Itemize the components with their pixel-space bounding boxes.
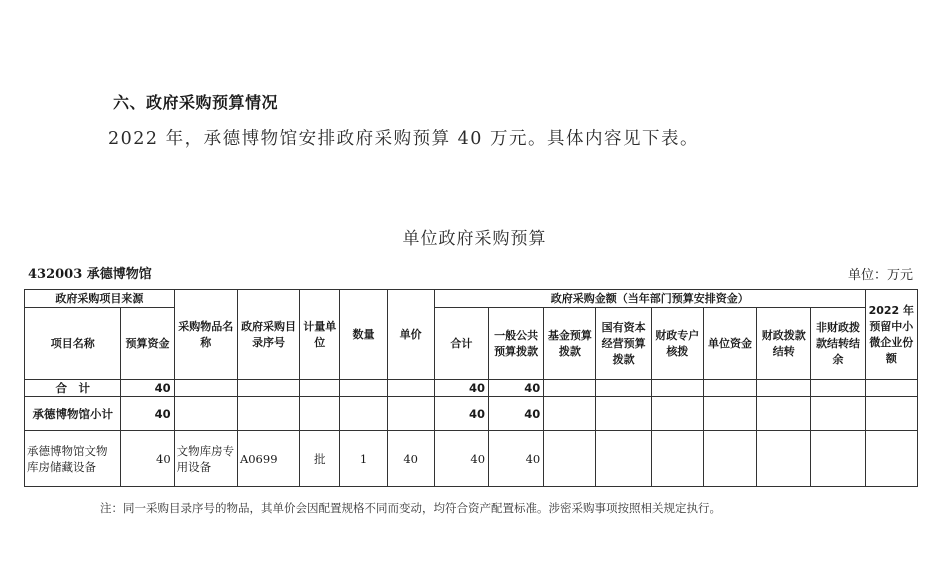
header-unit-price: 单价: [387, 290, 434, 380]
header-nonfiscal-carryover: 非财政拨款结转结余: [811, 308, 865, 380]
cell-total: 40: [434, 431, 488, 487]
cell-general-budget: 40: [489, 380, 544, 397]
cell-general-budget: 40: [489, 431, 544, 487]
cell-quantity: 1: [340, 431, 387, 487]
header-source-group: 政府采购项目来源: [25, 290, 175, 308]
section-heading: 六、政府采购预算情况: [113, 93, 279, 112]
cell-quantity: [340, 380, 387, 397]
cell-item-name: 文物库房专用设备: [174, 431, 237, 487]
cell-budget-funds: 40: [121, 397, 174, 431]
table-title: 单位政府采购预算: [402, 229, 547, 249]
cell-budget-funds: 40: [121, 431, 174, 487]
cell-item-name: [174, 397, 237, 431]
header-quantity: 数量: [340, 290, 387, 380]
header-sme-share: 2022 年预留中小微企业份额: [865, 290, 917, 380]
header-unit-funds: 单位资金: [703, 308, 756, 380]
cell-project-name: 承德博物馆文物库房储藏设备: [25, 431, 121, 487]
header-special-account: 财政专户核拨: [651, 308, 703, 380]
cell-unit-price: [387, 380, 434, 397]
cell-unit: [300, 380, 340, 397]
unit-code: 432003 承德博物馆: [28, 267, 152, 282]
table-row: [25, 431, 918, 487]
header-unit: 计量单位: [300, 290, 340, 380]
cell-item-name: [174, 380, 237, 397]
cell-catalog-no: A0699: [237, 431, 299, 487]
unit-label: 单位：万元: [847, 268, 913, 283]
cell-project-name: 合 计: [25, 380, 121, 397]
header-fund-budget: 基金预算拨款: [544, 308, 596, 380]
cell-project-name: 承德博物馆小计: [25, 397, 121, 431]
header-fiscal-carryover: 财政拨款结转: [757, 308, 811, 380]
table-row-total: [25, 380, 918, 397]
header-project-name: 项目名称: [25, 308, 121, 380]
cell-unit-price: 40: [387, 431, 434, 487]
cell-catalog-no: [237, 380, 299, 397]
cell-unit-price: [387, 397, 434, 431]
summary-paragraph: 2022 年，承德博物馆安排政府采购预算 40 万元。具体内容见下表。: [108, 129, 699, 149]
table-row-subtotal: [25, 397, 918, 431]
header-catalog-no: 政府采购目录序号: [237, 290, 299, 380]
cell-total: 40: [434, 380, 488, 397]
cell-quantity: [340, 397, 387, 431]
cell-unit: 批: [300, 431, 340, 487]
header-item-name: 采购物品名称: [174, 290, 237, 380]
header-amount-group: 政府采购金额（当年部门预算安排资金）: [434, 290, 865, 308]
header-total: 合计: [434, 308, 488, 380]
budget-table: [24, 289, 918, 487]
cell-budget-funds: 40: [121, 380, 174, 397]
cell-total: 40: [434, 397, 488, 431]
header-budget-funds: 预算资金: [121, 308, 174, 380]
header-general-budget: 一般公共预算拨款: [489, 308, 544, 380]
cell-catalog-no: [237, 397, 299, 431]
header-state-capital: 国有资本经营预算拨款: [596, 308, 651, 380]
cell-unit: [300, 397, 340, 431]
cell-general-budget: 40: [489, 397, 544, 431]
table-note: 注：同一采购目录序号的物品，其单价会因配置规格不同而变动，均符合资产配置标准。涉密采购事项按照相关规定执行。: [100, 501, 721, 515]
